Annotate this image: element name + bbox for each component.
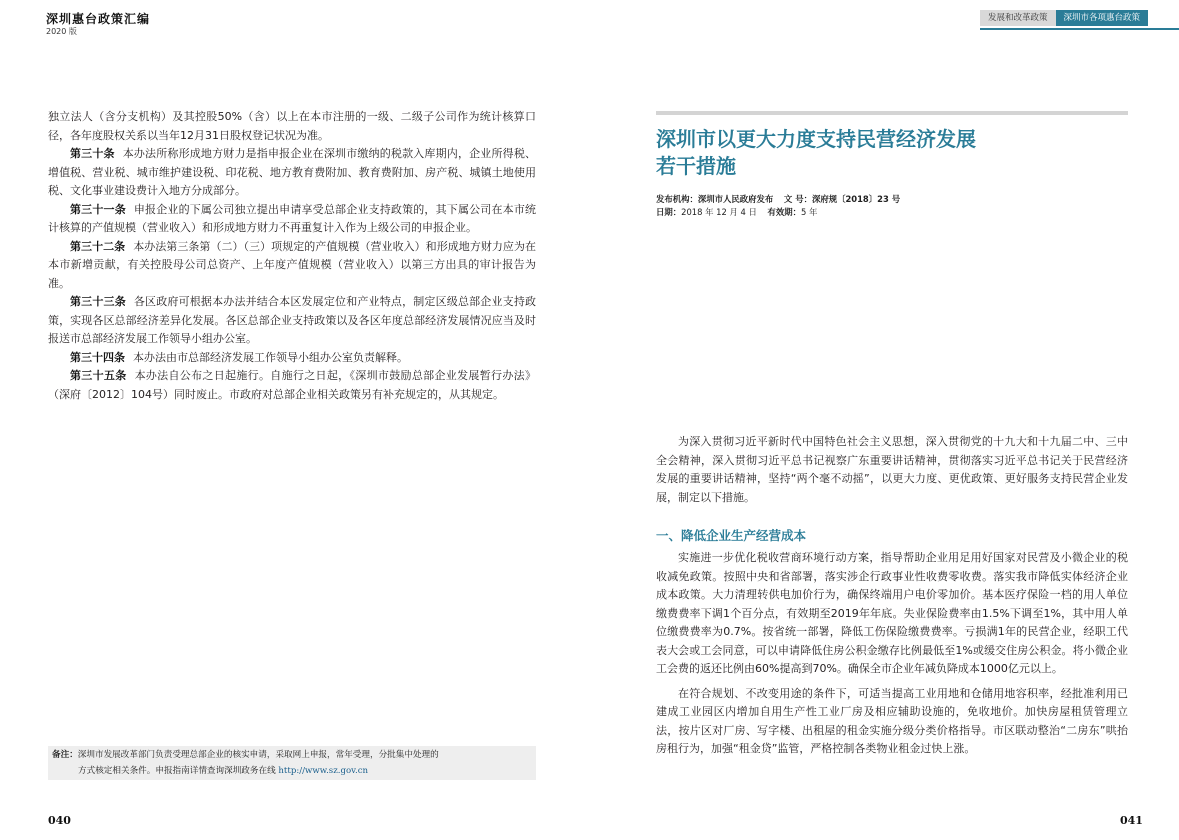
right-page [590, 0, 1179, 840]
title-rule [656, 111, 1128, 115]
title-line-1: 深圳市以更大力度支持民营经济发展 [656, 127, 976, 151]
article-label: 第三十一条 [70, 202, 126, 216]
paragraph [48, 108, 536, 145]
intro-text [656, 433, 1128, 507]
publisher-label: 发布机构： [656, 194, 698, 204]
left-page [0, 0, 589, 840]
document-meta [656, 193, 900, 219]
article-33 [48, 293, 536, 349]
article-label: 第三十三条 [70, 295, 126, 308]
validity: 5 年 [801, 207, 818, 217]
article-label: 第三十二条 [70, 239, 126, 253]
header-tab-section: 深圳市各项惠台政策 [1056, 10, 1149, 26]
article-32 [48, 238, 536, 294]
left-body-text [48, 108, 536, 404]
header-tab-category: 发展和改革政策 [980, 10, 1056, 26]
article-text: 本办法所称形成地方财力是指申报企业在深圳市缴纳的税款入库期内，企业所得税、增值税、营业税、城市维护建设税、印花税、地方教育费附加、教育费附加、房产税、城镇土地使用税、文化事业建设费计入地方分成部分。 [48, 147, 537, 197]
book-edition: 2020 版 [46, 27, 77, 36]
note-line-1 [52, 748, 439, 763]
publisher: 深圳市人民政府发布 [697, 194, 774, 204]
book-title: 深圳惠台政策汇编 [46, 12, 151, 26]
section-paragraph: 在符合规划、不改变用途的条件下，可适当提高工业用地和仓储用地容积率，经批准利用已建成工业园区内增加自用生产性工业厂房及相应辅助设施的，免收地价。加快房屋租赁管理立法，按片区对厂房、写字楼、出租屋的租金实施分级分类价格指导。市区联动整治“二房东”哄抬房租行为，加强“租金贷”监管，严格控制各类物业租金过快上涨。 [656, 686, 1128, 755]
section-body [656, 549, 1128, 759]
header-tabs [980, 10, 1148, 26]
document-title [656, 126, 976, 180]
note-box [48, 746, 536, 780]
article-text: 申报企业的下属公司独立提出申请享受总部企业支持政策的，其下属公司在本市统计核算的产值规模（营业收入）和形成地方财力不再重复计入作为上级公司的申报企业。 [48, 202, 536, 234]
section-title: 一、降低企业生产经营成本 [656, 528, 807, 543]
date-label: 日期： [656, 207, 682, 217]
title-line-2: 若干措施 [656, 154, 736, 178]
section-paragraph: 实施进一步优化税收营商环境行动方案，指导帮助企业用足用好国家对民营及小微企业的税收减免政策。按照中央和省部署，落实涉企行政事业性收费零收费。落实我市降低实体经济企业成本政策。大力清理转供电加价行为，确保终端用户电价零加价。基本医疗保险一档的用人单位缴费费率下调1个百分点，有效期至2019年年底。失业保险费率由1.5%下调至1%，其中用人单位缴费费率为0.7%。按省统一部署，降低工伤保险缴费费率。亏损满1年的民营企业，经职工代表大会或工会同意，可以申请降低住房公积金缴存比例最低至1%或缓交住房公积金。将小微企业工会费的返还比例由60%提高到70%。确保全市企业年减负降成本1000亿元以上。 [656, 551, 1128, 675]
article-35 [48, 367, 536, 404]
note-line-2 [78, 764, 368, 779]
article-label: 第三十条 [70, 147, 115, 160]
article-text: 本办法由市总部经济发展工作领导小组办公室负责解释。 [133, 350, 408, 364]
article-34 [48, 349, 536, 368]
article-label: 第三十四条 [70, 350, 125, 364]
doc-no-label: 文 号： [783, 194, 812, 204]
intro-paragraph: 为深入贯彻习近平新时代中国特色社会主义思想，深入贯彻党的十九大和十九届二中、三中全会精神，深入贯彻习近平总书记视察广东重要讲话精神，贯彻落实习近平总书记关于民营经济发展的重要讲话精神，坚持“两个毫不动摇”，以更大力度、更优政策、更好服务支持民营企业发展，制定以下措施。 [656, 435, 1128, 504]
page-number-left: 040 [48, 814, 71, 827]
date: 2018 年 12 月 4 日 [681, 207, 757, 217]
page-number-right: 041 [1120, 814, 1143, 827]
meta-line-1 [656, 193, 900, 206]
article-label: 第三十五条 [70, 369, 127, 382]
article-text: 本办法自公布之日起施行。自施行之日起，《深圳市鼓励总部企业发展暂行办法》（深府〔2012〕104号）同时废止。市政府对总部企业相关政策另有补充规定的，从其规定。 [48, 369, 536, 401]
article-30 [48, 145, 536, 201]
meta-line-2 [656, 206, 900, 219]
validity-label: 有效期： [767, 207, 802, 217]
paragraph-text: 独立法人（含分支机构）及其控股50%（含）以上在本市注册的一级、二级子公司作为统计核算口径，各年度股权关系以当年12月31日股权登记状况为准。 [48, 110, 536, 142]
article-31 [48, 201, 536, 238]
note-link[interactable]: http://www.sz.gov.cn [278, 766, 369, 776]
article-text: 各区政府可根据本办法并结合本区发展定位和产业特点，制定区级总部企业支持政策，实现各区总部经济差异化发展。各区总部企业支持政策以及各区年度总部经济发展情况应当及时报送市总部经济发展工作领导小组办公室。 [48, 295, 536, 345]
article-text: 本办法第三条第（二）（三）项规定的产值规模（营业收入）和形成地方财力应为在本市新增贡献，有关控股母公司总资产、上年度产值规模（营业收入）以第三方出具的审计报告为准。 [48, 239, 537, 290]
doc-no: 深府规〔2018〕23 号 [811, 194, 901, 204]
note-text: 方式核定相关条件。申报指南详情查询深圳政务在线 [78, 766, 279, 776]
note-label: 备注： [52, 750, 78, 760]
header-rule [980, 28, 1179, 30]
note-text: 深圳市发展改革部门负责受理总部企业的核实申请，采取网上申报，常年受理，分批集中处理的 [77, 750, 439, 760]
